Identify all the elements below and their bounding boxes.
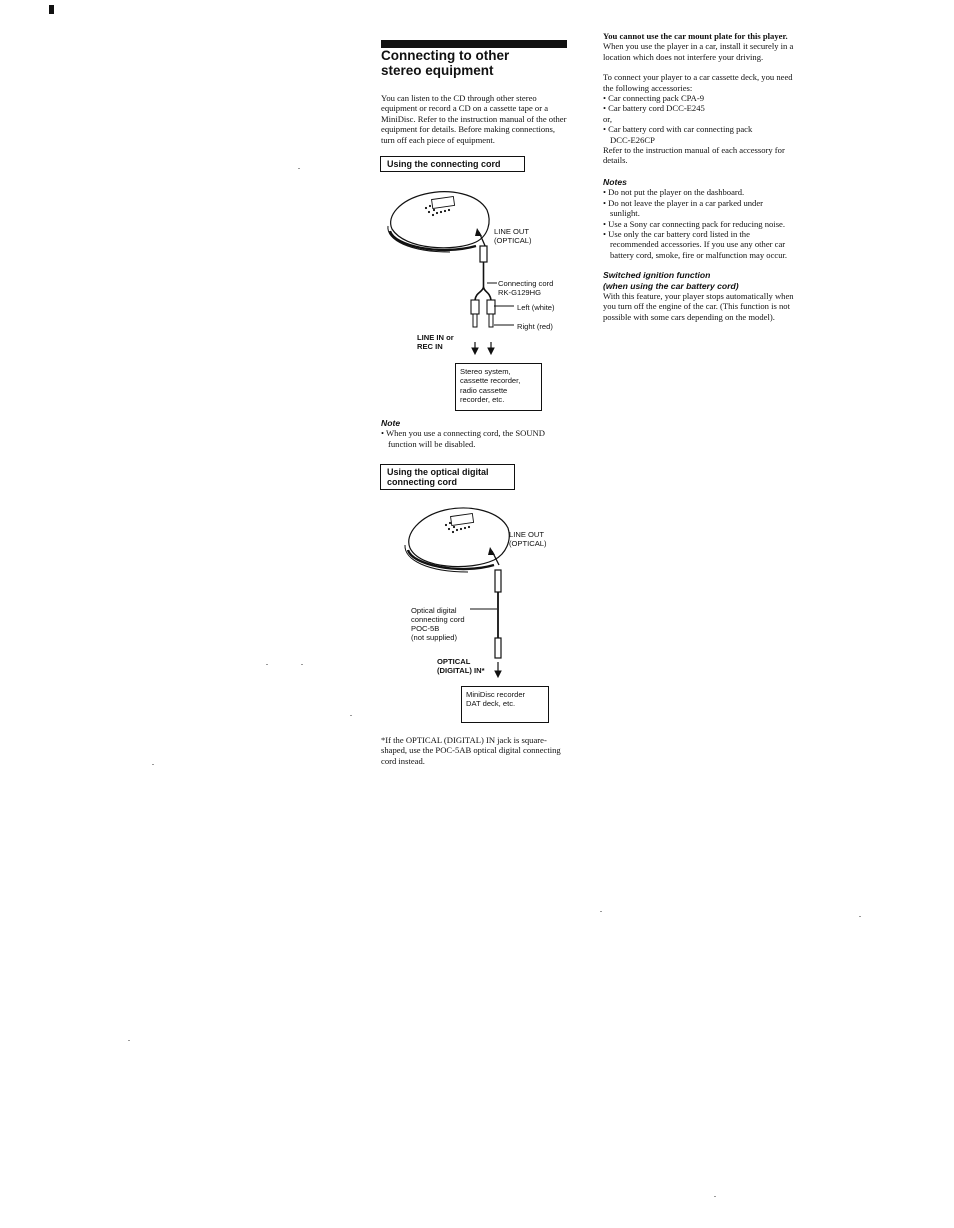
refer-text: Refer to the instruction manual of each accessory for details. [603, 145, 785, 166]
arrow-up-icon [475, 228, 486, 248]
accessory-list: • Car connecting pack CPA-9 • Car battery cord DCC-E245 [603, 93, 795, 114]
intro-paragraph: You can listen to the CD through other stereo equipment or record a CD on a cassette tape or a MiniDisc. Refer to the instruction manual of the other equipment for details. Before making connections, turn off each piece of equipment. [381, 93, 567, 145]
scan-speck [859, 916, 861, 917]
section-heading-connecting-cord: Using the connecting cord [380, 156, 525, 172]
left-white-label: Left (white) [517, 303, 555, 312]
scan-speck [266, 664, 268, 665]
corner-mark [49, 5, 54, 14]
cord-model-label: Connecting cord RK-G129HG [498, 279, 554, 297]
stereo-system-box: Stereo system, cassette recorder, radio cassette recorder, etc. [455, 363, 542, 411]
scan-speck [128, 1040, 130, 1041]
right-column: You cannot use the car mount plate for this player. When you use the player in a car, install it securely in a location which does not interfere your driving. To connect your player to a car cassette deck, you need the following accessories: • Car connecting pack CPA-9 • Car battery cord DCC-E245 or, • Car battery cord with car connecting pack DCC-E26CP Refer to the instruction manual of each accessory for details. Notes • Do not put the player on the dashboard. • Do not leave the player in a car parked under sunlight. • Use a Sony car connecting pack for reducing noise. • Use only the car battery cord listed in the recommended accessories. If you use any other car battery cord, smoke, fire or malfunction may occur. Switched ignition function (when using the car battery cord) With this feature, your player stops automatically when you turn off the engine of the car. (This function is not possible with some cars depending on the model). [603, 31, 795, 322]
cd-player-icon [388, 192, 489, 252]
scan-speck [301, 664, 303, 665]
scan-speck [714, 1196, 716, 1197]
footnote: *If the OPTICAL (DIGITAL) IN jack is square-shaped, use the POC-5AB optical digital connecting cord instead. [381, 735, 561, 766]
line-out-label-2: LINE OUT (OPTICAL) [509, 530, 547, 548]
scan-speck [298, 168, 300, 169]
cd-player-icon [405, 508, 509, 572]
minidisc-recorder-box: MiniDisc recorder DAT deck, etc. [461, 686, 549, 723]
switched-heading: Switched ignition function (when using the car battery cord) [603, 270, 739, 291]
arrow-down-icon [472, 342, 494, 354]
optical-cord-label: Optical digital connecting cord POC-5B (not supplied) [411, 606, 465, 642]
scan-speck [600, 911, 602, 912]
line-in-label: LINE IN or REC IN [417, 333, 454, 351]
scan-speck [350, 715, 352, 716]
right-red-label: Right (red) [517, 322, 553, 331]
title-bar [381, 40, 567, 48]
page-title: Connecting to other stereo equipment [381, 48, 510, 78]
scan-speck [152, 764, 154, 765]
connect-intro: To connect your player to a car cassette deck, you need the following accessories: [603, 72, 793, 93]
arrow-down-icon [495, 662, 501, 677]
warning-text: When you use the player in a car, install it securely in a location which does not interfere your driving. [603, 41, 794, 62]
note-block: Note • When you use a connecting cord, the SOUND function will be disabled. [381, 418, 571, 449]
arrow-up-icon [488, 547, 499, 565]
optical-in-label: OPTICAL (DIGITAL) IN* [437, 657, 485, 675]
notes-list: • Do not put the player on the dashboard. • Do not leave the player in a car parked under sunlight. • Use a Sony car connecting pack for reducing noise. • Use only the car battery cord listed in the recommended accessories. If you use any other car battery cord, smoke, fire or malfunction may occur. [603, 187, 795, 260]
notes-heading: Notes [603, 176, 627, 187]
warning-heading: You cannot use the car mount plate for this player. [603, 31, 788, 41]
line-out-label: LINE OUT (OPTICAL) [494, 227, 532, 245]
section-heading-optical-cord: Using the optical digital connecting cord [380, 464, 515, 490]
optical-cord-graphic [470, 570, 501, 658]
switched-body: With this feature, your player stops automatically when you turn off the engine of the car. (This function is not possible with some cars depending on the model). [603, 290, 794, 322]
